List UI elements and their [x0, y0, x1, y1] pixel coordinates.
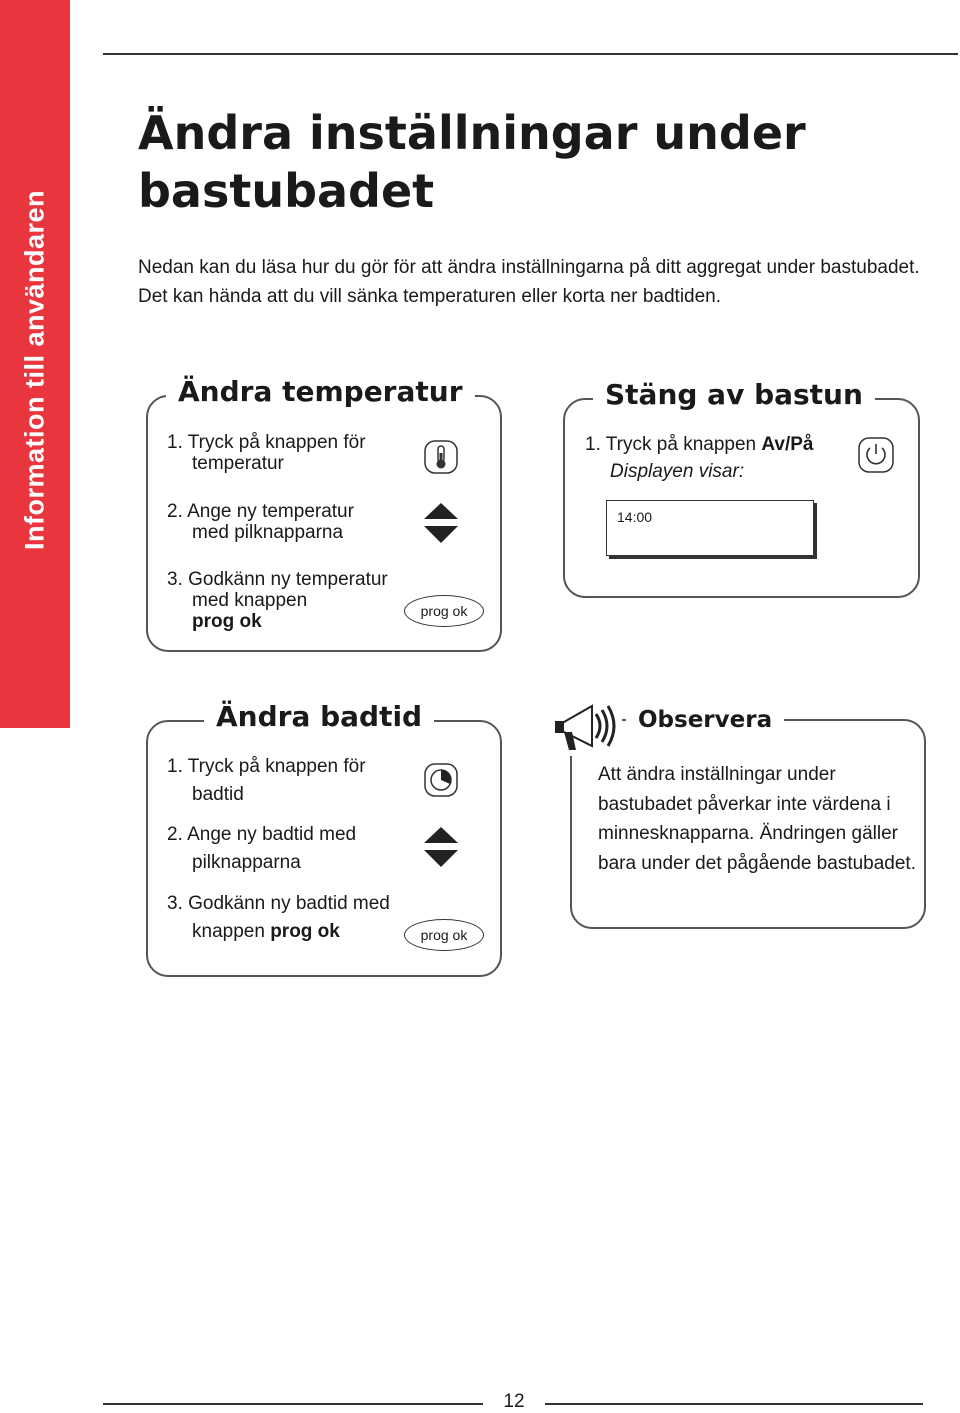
stop-sauna-box-title: Stäng av bastun	[593, 377, 875, 413]
temperature-step-1: 1. Tryck på knappen för temperatur	[167, 432, 366, 474]
badtid-step-3: 3. Godkänn ny badtid med knappen prog ok	[167, 893, 390, 942]
observe-text: Att ändra inställningar under bastubadet påverkar inte värdena i minnesknapparna. Ändringen gäller bara under det pågående bastubadet.	[598, 764, 916, 874]
stop-sauna-box	[563, 398, 920, 598]
badtid-step-2: 2. Ange ny badtid med pilknapparna	[167, 824, 357, 873]
display-screen	[606, 500, 814, 556]
stop-sauna-step-1: 1. Tryck på knappen Av/På	[585, 434, 814, 455]
display-value: 14:00	[617, 509, 653, 525]
sidebar	[0, 0, 70, 728]
footer-divider-left	[103, 1403, 483, 1405]
page-title: Ändra inställningar under bastubadet	[138, 106, 806, 218]
prog-ok-button[interactable]: prog ok	[404, 919, 484, 951]
temperature-box-title: Ändra temperatur	[166, 374, 475, 410]
temperature-step-2: 2. Ange ny temperatur med pilknapparna	[167, 501, 354, 543]
sidebar-label: Information till användaren	[19, 189, 50, 551]
page-number: 12	[503, 1391, 525, 1412]
observe-box-title: Observera	[626, 705, 784, 735]
badtid-step-1: 1. Tryck på knappen för badtid	[167, 756, 366, 805]
arrow-up-down-icon[interactable]	[423, 826, 459, 868]
prog-ok-button[interactable]: prog ok	[404, 595, 484, 627]
clock-icon[interactable]	[424, 763, 458, 797]
display-caption: Displayen visar:	[610, 461, 745, 482]
temperature-step-3: 3. Godkänn ny temperatur med knappen prog ok	[167, 569, 388, 632]
top-divider	[103, 53, 958, 55]
footer-divider-right	[545, 1403, 923, 1405]
intro-paragraph: Nedan kan du läsa hur du gör för att ändra inställningarna på ditt aggregat under bastubadet. Det kan hända att du vill sänka temperaturen eller korta ner badtiden.	[138, 257, 920, 307]
power-button-label: Av/På	[761, 434, 814, 455]
arrow-up-down-icon[interactable]	[423, 502, 459, 544]
thermometer-icon[interactable]	[424, 440, 458, 474]
power-icon[interactable]	[858, 437, 894, 473]
badtid-box-title: Ändra badtid	[204, 699, 434, 735]
megaphone-icon	[550, 700, 622, 756]
